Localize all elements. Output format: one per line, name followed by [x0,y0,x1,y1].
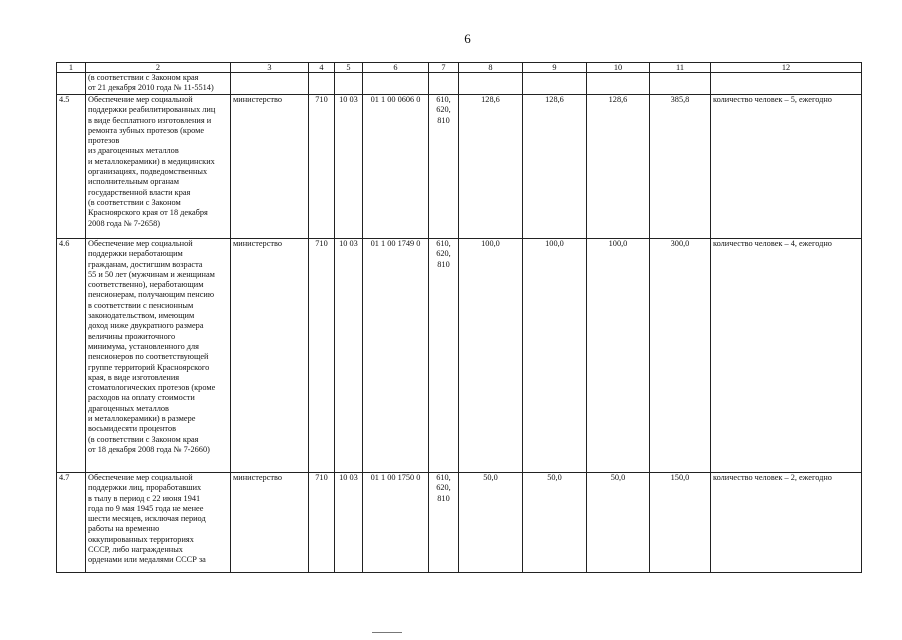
vr-cell: 610, 620, 810 [429,239,459,473]
description-cell: Обеспечение мер социальной поддержки неработающим гражданам, достигшим возраста 55 и 50 лет (мужчинам и женщинам соответственно), неработающим пенсионерам, получающим пенсию в соответствии с пенсионным законодательством, имеющим доход ниже двукратного размера величины прожиточного минимума, установленного для пенсионеров по соответствующей группе территорий Красноярского края, в виде изготовления стоматологических протезов (кроме расходов на оплату стоимости драгоценных металлов и металлокерамики) в размере восьмидесяти процентов (в соответствии с Законом края от 18 декабря 2008 года № 7-2660) [86,239,231,473]
table-row [57,473,862,573]
result-cell: количество человек – 2, ежегодно [711,473,862,573]
csr-cell [363,73,429,95]
column-number-row [57,63,862,73]
total-cell: 150,0 [650,473,711,573]
column-header: 7 [429,63,459,73]
grbs-cell [309,73,335,95]
column-header: 10 [587,63,650,73]
rzpr-cell: 10 03 [335,95,363,239]
executor-cell: министерство [231,239,309,473]
column-header: 8 [459,63,523,73]
total-cell [650,73,711,95]
year3-cell: 100,0 [587,239,650,473]
year3-cell: 128,6 [587,95,650,239]
row-number-cell: 4.5 [57,95,86,239]
year2-cell: 100,0 [523,239,587,473]
executor-cell [231,73,309,95]
row-number-cell: 4.7 [57,473,86,573]
year3-cell: 50,0 [587,473,650,573]
rzpr-cell: 10 03 [335,239,363,473]
result-cell: количество человек – 5, ежегодно [711,95,862,239]
rzpr-cell [335,73,363,95]
year1-cell: 50,0 [459,473,523,573]
column-header: 2 [86,63,231,73]
executor-cell: министерство [231,473,309,573]
total-cell: 385,8 [650,95,711,239]
vr-cell: 610, 620, 810 [429,95,459,239]
year2-cell: 50,0 [523,473,587,573]
result-cell [711,73,862,95]
year3-cell [587,73,650,95]
rzpr-cell: 10 03 [335,473,363,573]
column-header: 4 [309,63,335,73]
column-header: 1 [57,63,86,73]
year2-cell [523,73,587,95]
year1-cell: 100,0 [459,239,523,473]
csr-cell: 01 1 00 1749 0 [363,239,429,473]
column-header: 11 [650,63,711,73]
row-number-cell [57,73,86,95]
csr-cell: 01 1 00 1750 0 [363,473,429,573]
scan-artifact [372,632,402,633]
total-cell: 300,0 [650,239,711,473]
column-header: 5 [335,63,363,73]
description-cell: (в соответствии с Законом края от 21 декабря 2010 года № 11-5514) [86,73,231,95]
column-header: 12 [711,63,862,73]
page-number: 6 [464,31,471,46]
year1-cell: 128,6 [459,95,523,239]
year2-cell: 128,6 [523,95,587,239]
vr-cell: 610, 620, 810 [429,473,459,573]
vr-cell [429,73,459,95]
column-header: 9 [523,63,587,73]
year1-cell [459,73,523,95]
executor-cell: министерство [231,95,309,239]
description-cell: Обеспечение мер социальной поддержки лиц, проработавших в тылу в период с 22 июня 1941 года по 9 мая 1945 года не менее шести месяцев, исключая период работы на временно оккупированных территориях СССР, либо награжденных орденами или медалями СССР за [86,473,231,573]
column-header: 3 [231,63,309,73]
description-cell: Обеспечение мер социальной поддержки реабилитированных лиц в виде бесплатного изготовления и ремонта зубных протезов (кроме протезов из драгоценных металлов и металлокерамики) в медицинских организациях, подведомственных исполнительным органам государственной власти края (в соответствии с Законом Красноярского края от 18 декабря 2008 года № 7-2658) [86,95,231,239]
table-row [57,95,862,239]
program-activities-table [56,62,862,573]
row-number-cell: 4.6 [57,239,86,473]
column-header: 6 [363,63,429,73]
csr-cell: 01 1 00 0606 0 [363,95,429,239]
grbs-cell: 710 [309,95,335,239]
table-row [57,239,862,473]
continuation-row [57,73,862,95]
grbs-cell: 710 [309,473,335,573]
grbs-cell: 710 [309,239,335,473]
result-cell: количество человек – 4, ежегодно [711,239,862,473]
